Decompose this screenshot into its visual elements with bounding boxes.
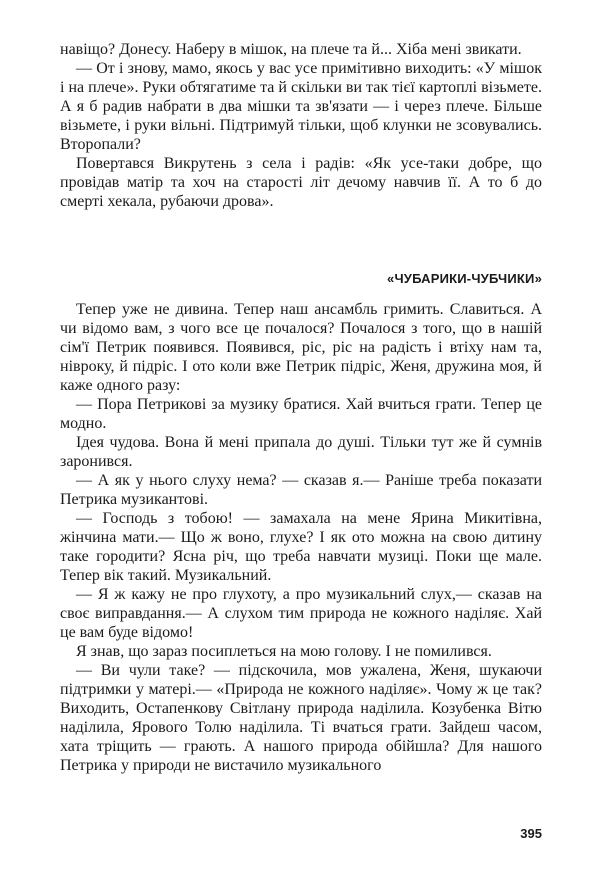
paragraph: Тепер уже не дивина. Тепер наш ансамбль гримить. Славиться. А чи відомо вам, з чого все це почалося? Почалося з того, що в нашій сім'ї Петрик появився. Появився, ріс, ріс на радість і втіху нам та, нівроку, й підріс. І ото коли вже Петрик підріс, Женя, дружина моя, й каже одного разу: [60, 301, 542, 394]
paragraph: Повертався Викрутень з села і радів: «Як усе-таки добре, що провідав матір та хоч на старості літ дечому навчив її. А то б до смерті хекала, рубаючи дрова». [60, 155, 542, 210]
paragraph: — Я ж кажу не про глухоту, а про музикальний слух,— сказав на своє виправдання.— А слухом тим природа не кожного наділяє. Хай це вам буде відомо! [60, 586, 542, 641]
top-text-section [60, 40, 542, 211]
paragraph: Я знав, що зараз посиплеться на мою голову. І не помилився. [76, 643, 492, 660]
paragraph: — А як у нього слуху нема? — сказав я.— Раніше треба показати Петрика музикантові. [60, 472, 542, 508]
page-number: 395 [520, 826, 542, 841]
paragraph: — Господь з тобою! — замахала на мене Ярина Микитівна, жінчина мати.— Що ж воно, глухе? І як ото можна на свою дитину таке городити? Ясна річ, що треба навчати музиці. Поки ще мале. Тепер вік такий. Музикальний. [60, 510, 542, 584]
paragraph: — Пора Петрикові за музику братися. Хай вчиться грати. Тепер це модно. [60, 396, 542, 432]
main-text-section [60, 300, 542, 775]
paragraph: Ідея чудова. Вона й мені припала до душі. Тільки тут же й сумнів заронився. [60, 434, 542, 470]
paragraph: — Ви чули таке? — підскочила, мов ужалена, Женя, шукаючи підтримки у матері.— «Природа не кожного наділяє». Чому ж це так? Виходить, Остапенкову Світлану природа наділила. Козубенка Вітю наділила, Ярового Толю наділила. Ті вчаться грати. Зайдеш часом, хата тріщить — грають. А нашого природа обійшла? Для нашого Петрика у природи не вистачило музикального [60, 662, 542, 774]
paragraph: — От і знову, мамо, якось у вас усе примітивно виходить: «У мішок і на плече». Руки обтягатиме та й скільки ви так тієї картоплі візьмете. А я б радив набрати в два мішки та зв'язати — і через плече. Більше візьмете, і руки вільні. Підтримуй тільки, щоб клунки не зсовувались. Второпали? [60, 60, 542, 153]
paragraph: навіщо? Донесу. Наберу в мішок, на плече та й... Хіба мені звикати. [60, 41, 522, 58]
section-title: «ЧУБАРИКИ-ЧУБЧИКИ» [387, 271, 542, 286]
